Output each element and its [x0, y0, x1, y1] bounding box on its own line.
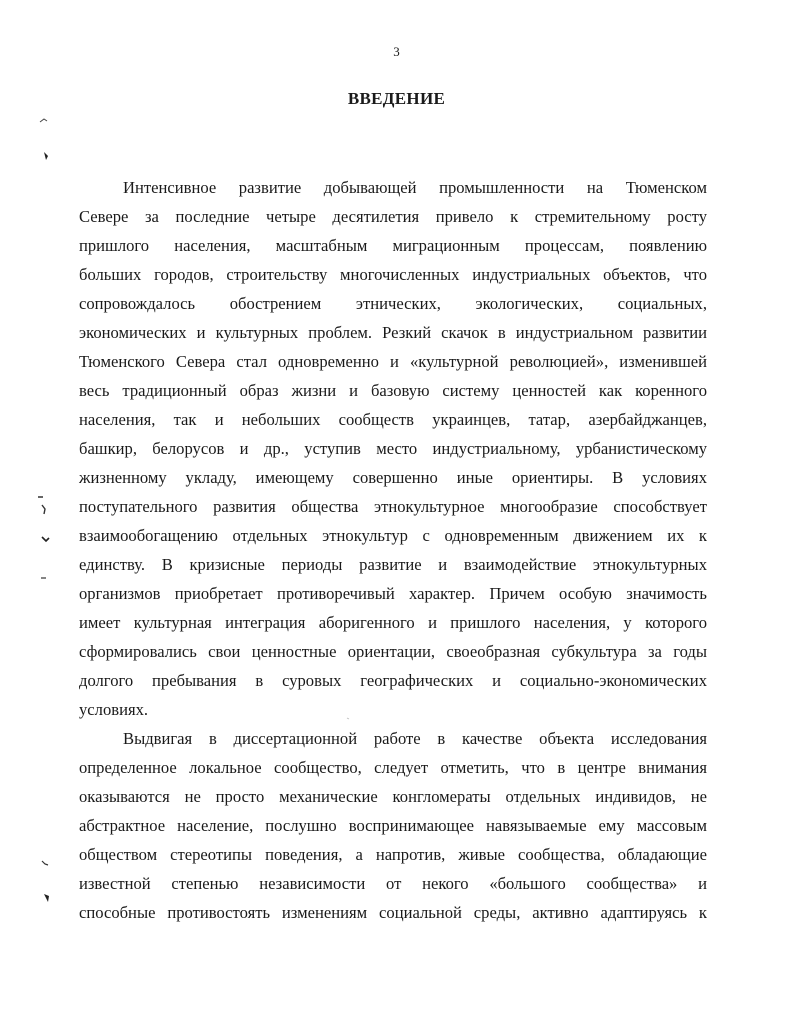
text-line: экономических и культурных проблем. Резкий скачок в индустриальном развитии: [79, 323, 707, 342]
text-line: имеет культурная интеграция аборигенного и пришлого населения, у которого: [79, 613, 707, 632]
text-line: весь традиционный образ жизни и базовую систему ценностей как коренного: [79, 381, 707, 400]
text-line: сопровождалось обострением этнических, экологических, социальных,: [79, 294, 707, 313]
scan-mark: [44, 894, 49, 902]
text-line: пришлого населения, масштабным миграционным процессам, появлению: [79, 236, 707, 255]
scan-mark: [42, 861, 48, 865]
text-line: поступательного развития общества этнокультурное многообразие способствует: [79, 497, 707, 516]
text-line: сформировались свои ценностные ориентации, своеобразная субкультура за годы: [79, 642, 707, 661]
text-line: абстрактное население, послушно воспринимающее навязываемые ему массовым: [79, 816, 707, 835]
page-title: ВВЕДЕНИЕ: [347, 89, 446, 108]
text-line: Интенсивное развитие добывающей промышленности на Тюменском: [123, 178, 707, 197]
text-line: башкир, белорусов и др., уступив место индустриальному, урбанистическому: [79, 439, 707, 458]
text-line: Севере за последние четыре десятилетия привело к стремительному росту: [79, 207, 707, 226]
text-line: условиях.: [79, 700, 149, 719]
text-line: обществом стереотипы поведения, а напротив, живые сообщества, обладающие: [79, 845, 707, 864]
text-line: определенное локальное сообщество, следует отметить, что в центре внимания: [79, 758, 707, 777]
text-line: Выдвигая в диссертационной работе в качестве объекта исследования: [123, 729, 707, 748]
scan-mark: [42, 537, 49, 541]
page-number: 3: [393, 44, 400, 59]
text-line: организмов приобретает противоречивый характер. Причем особую значимость: [79, 584, 707, 603]
text-line: единству. В кризисные периоды развитие и взаимодействие этнокультурных: [79, 555, 707, 574]
text-line: Тюменского Севера стал одновременно и «культурной революцией», изменившей: [79, 352, 707, 371]
scan-mark: [40, 119, 47, 122]
text-line: известной степенью независимости от некого «большого сообщества» и: [79, 874, 707, 893]
text-line: долгого пребывания в суровых географических и социально-экономических: [79, 671, 707, 690]
text-line: способные противостоять изменениям социальной среды, активно адаптируясь к: [79, 903, 707, 922]
text-line: взаимообогащению отдельных этнокультур с одновременным движением их к: [79, 526, 707, 545]
text-line: оказываются не просто механические конгломераты отдельных индивидов, не: [79, 787, 707, 806]
scan-mark: [38, 497, 45, 514]
text-line: жизненному укладу, имеющему совершенно иные ориентиры. В условиях: [79, 468, 707, 487]
scan-mark: [44, 152, 48, 160]
text-line: больших городов, строительству многочисленных индустриальных объектов, что: [79, 265, 707, 284]
text-line: населения, так и небольших сообществ украинцев, татар, азербайджанцев,: [79, 410, 707, 429]
